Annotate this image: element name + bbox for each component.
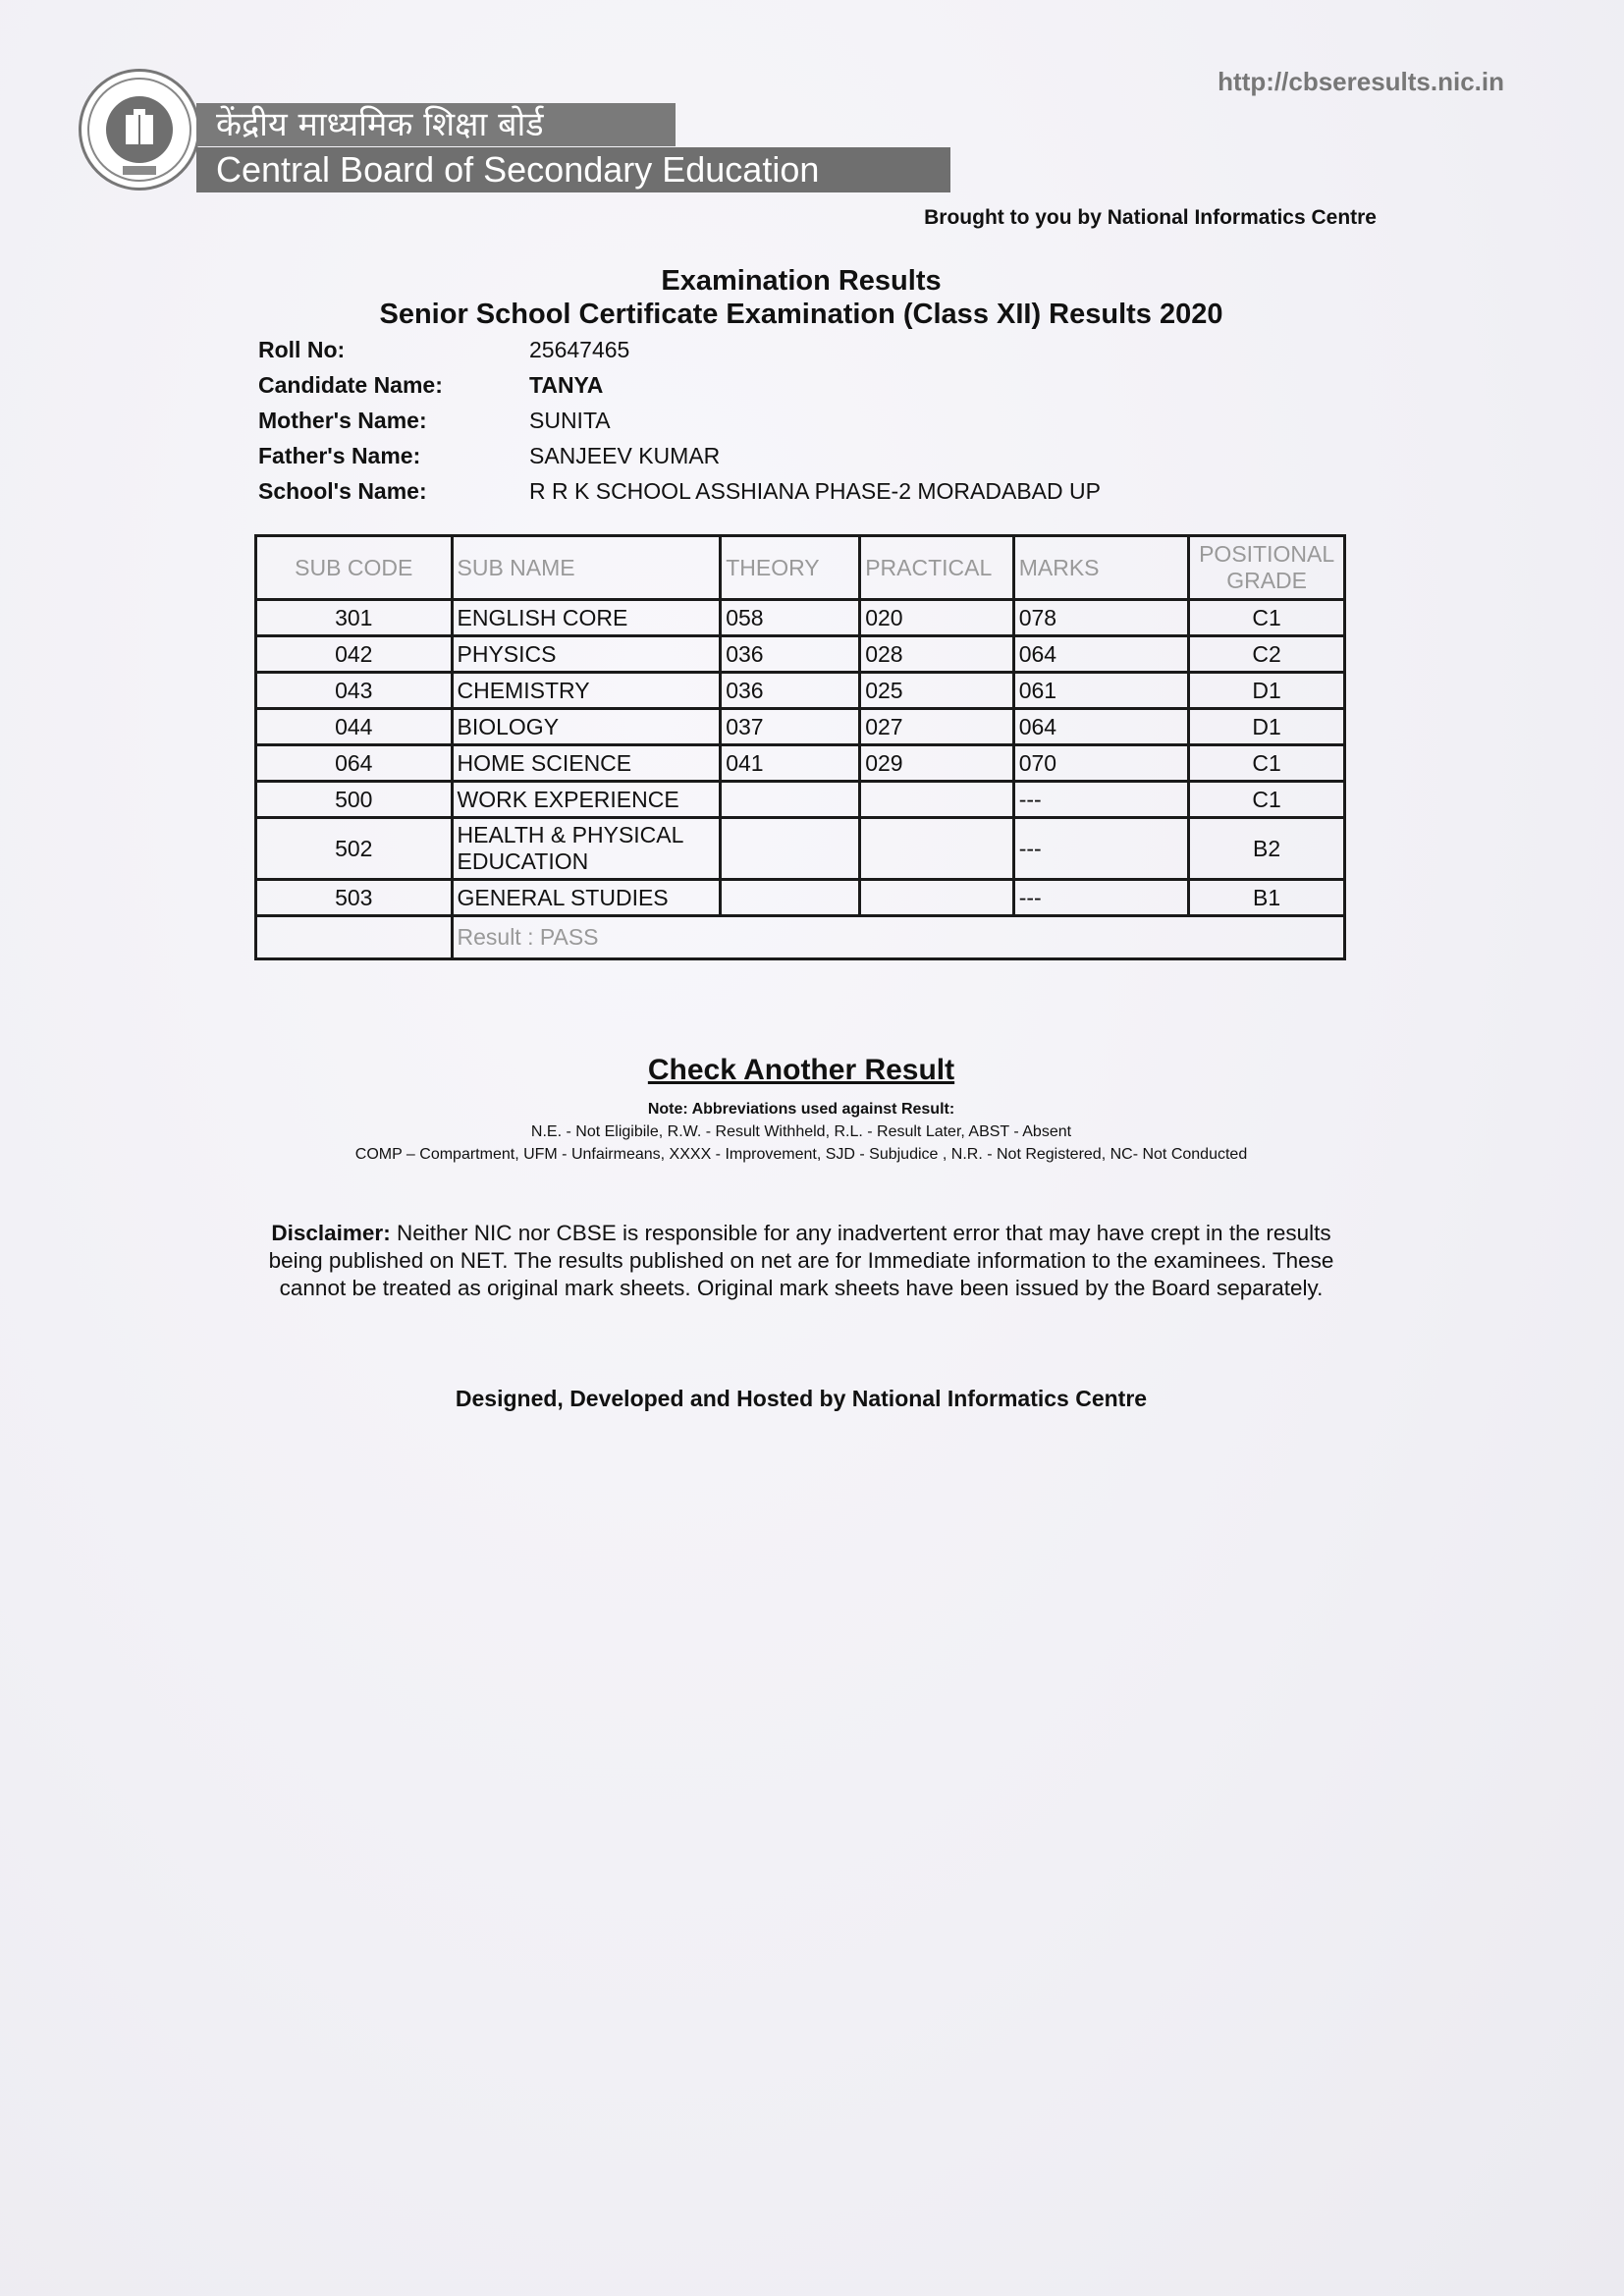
marks-cell: 064 xyxy=(1013,709,1189,745)
info-label: Father's Name: xyxy=(258,443,421,468)
header-sub-code: SUB CODE xyxy=(256,536,453,600)
info-row-candidate xyxy=(258,372,1101,408)
sub-code-cell: 301 xyxy=(256,600,453,636)
sub-name-cell: PHYSICS xyxy=(452,636,721,673)
practical-cell: 025 xyxy=(860,673,1014,709)
note-abbreviations-line2: COMP – Compartment, UFM - Unfairmeans, XXXX - Improvement, SJD - Subjudice , N.R. - Not Registered, NC- Not Conducted xyxy=(354,1146,1248,1163)
info-row-mother xyxy=(258,408,1101,443)
theory-cell: 036 xyxy=(721,636,860,673)
board-name-hindi: केंद्रीय माध्यमिक शिक्षा बोर्ड xyxy=(196,103,676,146)
table-row xyxy=(256,818,1345,880)
theory-cell: 058 xyxy=(721,600,860,636)
sub-code-cell: 043 xyxy=(256,673,453,709)
mother-name: SUNITA xyxy=(529,408,611,433)
grade-cell: B2 xyxy=(1189,818,1345,880)
sub-code-cell: 500 xyxy=(256,782,453,818)
table-row xyxy=(256,600,1345,636)
grade-cell: C1 xyxy=(1189,782,1345,818)
board-name-english: Central Board of Secondary Education xyxy=(196,147,950,192)
father-name: SANJEEV KUMAR xyxy=(529,443,721,468)
header-sub-name: SUB NAME xyxy=(452,536,721,600)
note-title: Note: Abbreviations used against Result: xyxy=(647,1101,955,1118)
info-row-roll xyxy=(258,337,1101,372)
candidate-info xyxy=(258,337,1101,514)
candidate-name: TANYA xyxy=(529,372,604,398)
table-header-row xyxy=(256,536,1345,600)
header-grade-line1: POSITIONAL xyxy=(1199,541,1335,567)
result-empty-cell xyxy=(256,916,453,959)
sub-name-cell: GENERAL STUDIES xyxy=(452,880,721,916)
practical-cell: 028 xyxy=(860,636,1014,673)
table-row xyxy=(256,709,1345,745)
header-grade-line2: GRADE xyxy=(1226,568,1308,593)
practical-cell xyxy=(860,782,1014,818)
marks-cell: 064 xyxy=(1013,636,1189,673)
theory-cell: 041 xyxy=(721,745,860,782)
practical-cell xyxy=(860,880,1014,916)
footer-credit: Designed, Developed and Hosted by National Informatics Centre xyxy=(455,1386,1148,1411)
marks-cell: 078 xyxy=(1013,600,1189,636)
header-theory: THEORY xyxy=(721,536,860,600)
brought-by-text: Brought to you by National Informatics Centre xyxy=(924,206,1377,229)
grade-cell: C1 xyxy=(1189,745,1345,782)
marks-cell: --- xyxy=(1013,880,1189,916)
marks-cell: 070 xyxy=(1013,745,1189,782)
disclaimer-text: Neither NIC nor CBSE is responsible for any inadvertent error that may have crept in the results being published on NET. The results published on net are for Immediate information to the examinees. These cannot be treated as original mark sheets. Original mark sheets have been issued by the Board separately. xyxy=(268,1221,1334,1300)
info-label: Mother's Name: xyxy=(258,408,427,433)
grade-cell: C1 xyxy=(1189,600,1345,636)
page-title: Examination Results xyxy=(661,265,942,297)
results-table xyxy=(254,534,1346,960)
marks-cell: --- xyxy=(1013,782,1189,818)
practical-cell: 029 xyxy=(860,745,1014,782)
check-another-result-link[interactable]: Check Another Result xyxy=(647,1054,955,1086)
theory-cell: 036 xyxy=(721,673,860,709)
sub-code-cell: 503 xyxy=(256,880,453,916)
exam-title: Senior School Certificate Examination (Class XII) Results 2020 xyxy=(379,299,1223,330)
sub-code-cell: 044 xyxy=(256,709,453,745)
theory-cell xyxy=(721,818,860,880)
roll-number: 25647465 xyxy=(529,337,630,362)
header-positional-grade xyxy=(1189,536,1345,600)
results-url[interactable]: http://cbseresults.nic.in xyxy=(1218,67,1504,96)
marks-cell: --- xyxy=(1013,818,1189,880)
table-row xyxy=(256,745,1345,782)
grade-cell: D1 xyxy=(1189,673,1345,709)
theory-cell xyxy=(721,782,860,818)
table-row xyxy=(256,673,1345,709)
practical-cell: 020 xyxy=(860,600,1014,636)
sub-name-cell: ENGLISH CORE xyxy=(452,600,721,636)
info-label: Roll No: xyxy=(258,337,346,362)
theory-cell xyxy=(721,880,860,916)
sub-name-cell: CHEMISTRY xyxy=(452,673,721,709)
result-status: Result : PASS xyxy=(452,916,1345,959)
disclaimer xyxy=(257,1220,1345,1302)
cbse-emblem-icon xyxy=(79,69,200,191)
info-row-father xyxy=(258,443,1101,478)
sub-code-cell: 042 xyxy=(256,636,453,673)
grade-cell: B1 xyxy=(1189,880,1345,916)
sub-name-cell: BIOLOGY xyxy=(452,709,721,745)
table-row xyxy=(256,636,1345,673)
info-row-school xyxy=(258,478,1101,514)
school-name: R R K SCHOOL ASSHIANA PHASE-2 MORADABAD UP xyxy=(529,478,1101,504)
table-row xyxy=(256,782,1345,818)
sub-code-cell: 064 xyxy=(256,745,453,782)
info-label: Candidate Name: xyxy=(258,372,443,398)
practical-cell xyxy=(860,818,1014,880)
result-row xyxy=(256,916,1345,959)
header-practical: PRACTICAL xyxy=(860,536,1014,600)
header-marks: MARKS xyxy=(1013,536,1189,600)
note-abbreviations-line1: N.E. - Not Eligibile, R.W. - Result Withheld, R.L. - Result Later, ABST - Absent xyxy=(530,1123,1072,1140)
disclaimer-label: Disclaimer: xyxy=(271,1221,391,1245)
sub-code-cell: 502 xyxy=(256,818,453,880)
sub-name-cell: WORK EXPERIENCE xyxy=(452,782,721,818)
grade-cell: C2 xyxy=(1189,636,1345,673)
sub-name-cell: HOME SCIENCE xyxy=(452,745,721,782)
theory-cell: 037 xyxy=(721,709,860,745)
table-row xyxy=(256,880,1345,916)
grade-cell: D1 xyxy=(1189,709,1345,745)
info-label: School's Name: xyxy=(258,478,427,504)
practical-cell: 027 xyxy=(860,709,1014,745)
sub-name-cell: HEALTH & PHYSICAL EDUCATION xyxy=(452,818,721,880)
marks-cell: 061 xyxy=(1013,673,1189,709)
